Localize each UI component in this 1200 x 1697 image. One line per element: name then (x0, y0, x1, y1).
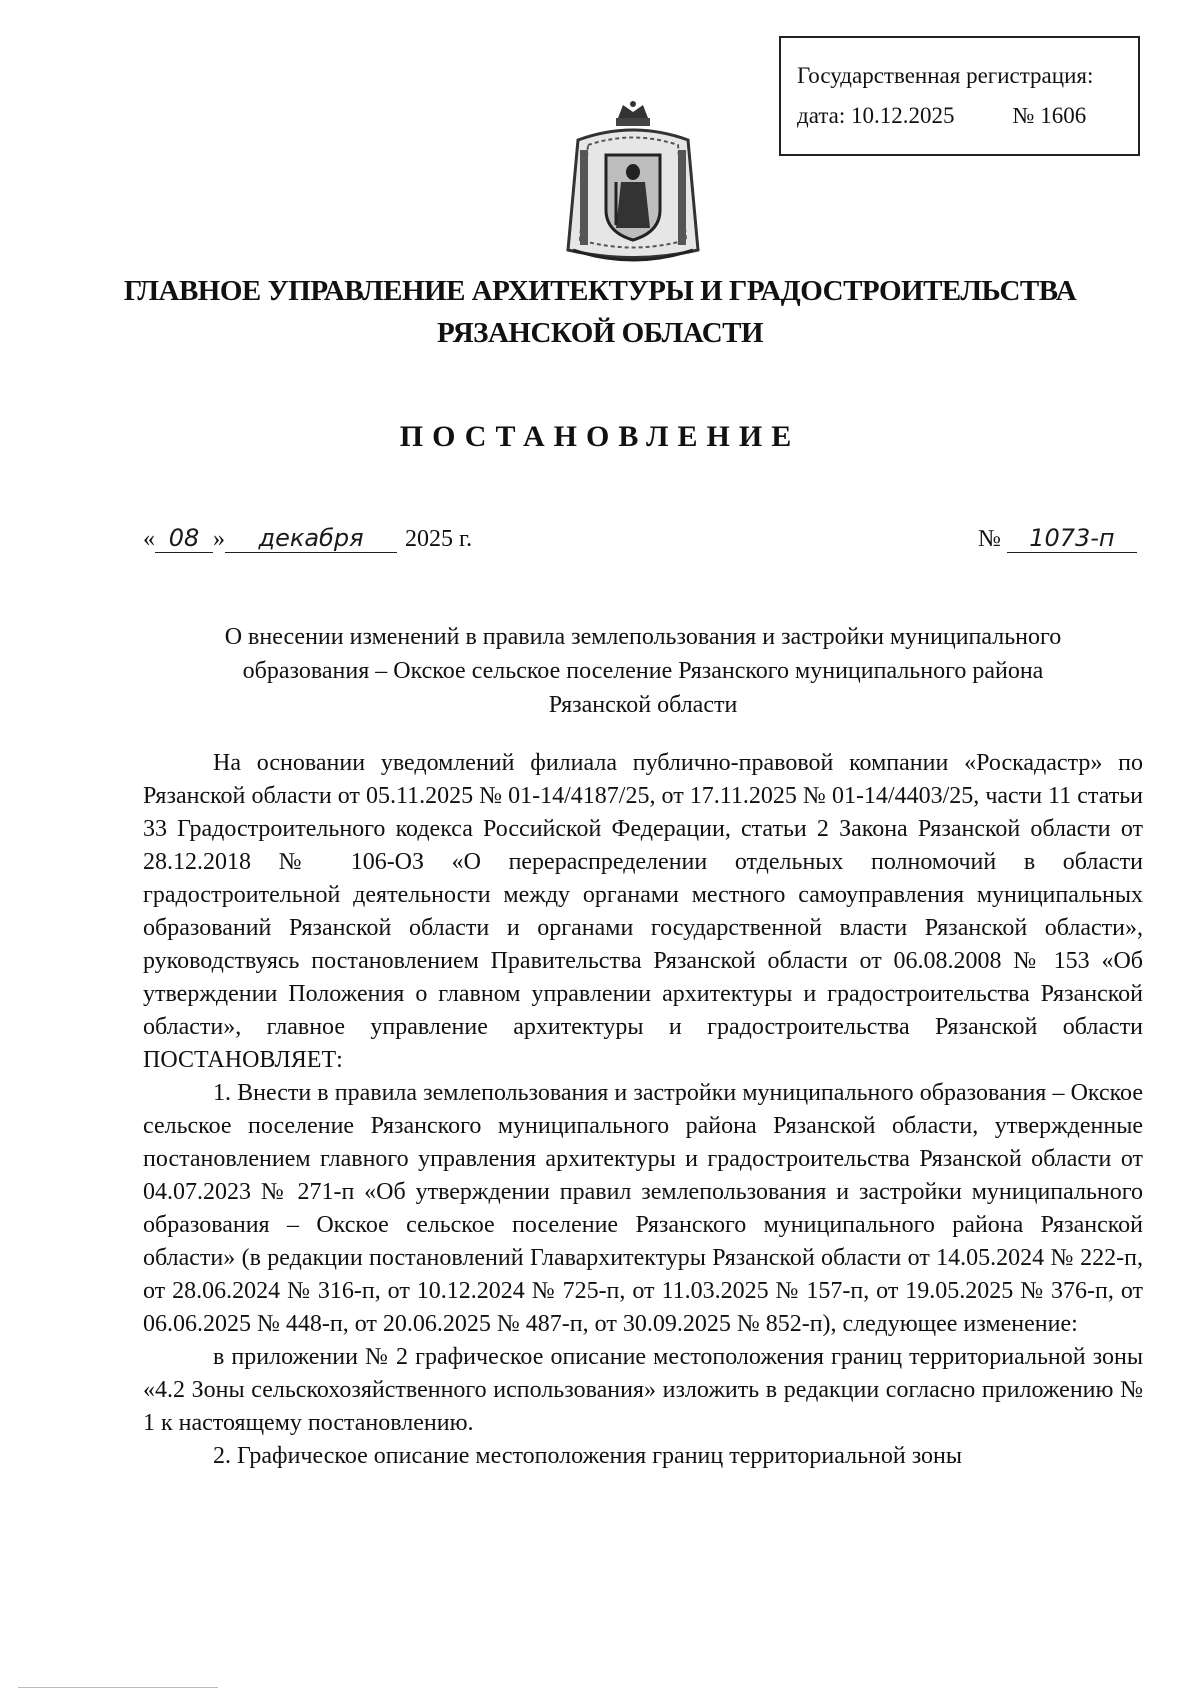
coat-of-arms-emblem (558, 100, 708, 265)
handwritten-document-number: 1073-п (1007, 524, 1137, 553)
date-year: 2025 г. (405, 526, 473, 552)
item-1-subparagraph: в приложении № 2 графическое описание местоположения границ территориальной зоны «4.2 Зоны сельскохозяйственного использования» изложить в редакции согласно приложению № 1 к настоящему постановлению. (143, 1344, 1143, 1436)
preamble-paragraph: На основании уведомлений филиала публично-правовой компании «Роскадастр» по Рязанской области от 05.11.2025 № 01-14/4187/25, от 17.11.2025 № 01-14/4403/25, части 11 статьи 33 Градостроительного кодекса Российской Федерации, статьи 2 Закона Рязанской области от 28.12.2018 № 106-ОЗ «О перераспределении отдельных полномочий в области градостроительной деятельности между органами местного самоуправления муниципальных образований Рязанской области и органами государственной власти Рязанской области», руководствуясь постановлением Правительства Рязанской области от 06.08.2008 № 153 «Об утверждении Положения о главном управлении архитектуры и градостроительства Рязанской области», главное управление архитектуры и градостроительства Рязанской области ПОСТАНОВЛЯЕТ: (143, 750, 1143, 1073)
subject-line3: Рязанской области (548, 692, 738, 718)
item-1-paragraph: 1. Внести в правила землепользования и застройки муниципального образования – Окское сельское поселение Рязанского муниципального района Рязанской области, утвержденные постановлением главного управления архитектуры и градостроительства Рязанской области от 04.07.2023 № 271-п «Об утверждении правил землепользования и застройки муниципального образования – Окское сельское поселение Рязанского муниципального района Рязанской области» (в редакции постановлений Главархитектуры Рязанской области от 14.05.2024 № 222-п, от 28.06.2024 № 316-п, от 10.12.2024 № 725-п, от 11.03.2025 № 157-п, от 19.05.2025 № 376-п, от 06.06.2025 № 448-п, от 20.06.2025 № 487-п, от 30.09.2025 № 852-п), следующее изменение: (143, 1080, 1143, 1337)
registration-box (779, 36, 1140, 156)
organization-title-line1: ГЛАВНОЕ УПРАВЛЕНИЕ АРХИТЕКТУРЫ И ГРАДОСТРОИТЕЛЬСТВА (123, 275, 1077, 307)
date-open-quote: « (143, 526, 155, 552)
document-number-prefix: № (978, 526, 1001, 552)
document-number (978, 524, 1137, 553)
subject-line1: О внесении изменений в правила землепользования и застройки муниципального (224, 624, 1062, 650)
date-close-quote: » (213, 526, 225, 552)
document-type-title: ПОСТАНОВЛЕНИЕ (399, 420, 801, 453)
document-body (143, 747, 1143, 1473)
subject-line2: образования – Окское сельское поселение Рязанского муниципального района (242, 658, 1044, 684)
document-date (143, 524, 472, 553)
organization-title-line2: РЯЗАНСКОЙ ОБЛАСТИ (436, 317, 764, 349)
organization-title (0, 270, 1200, 354)
registration-date: дата: 10.12.2025 (797, 103, 955, 129)
handwritten-day: 08 (155, 524, 213, 553)
item-2-paragraph: 2. Графическое описание местоположения границ территориальной зоны (213, 1443, 963, 1469)
document-subject (143, 620, 1143, 722)
page-edge-divider (18, 1687, 218, 1688)
handwritten-month: декабря (225, 524, 397, 553)
registration-label: Государственная регистрация: (797, 63, 1094, 88)
registration-number: № 1606 (1012, 103, 1087, 129)
registration-details (797, 96, 1138, 136)
